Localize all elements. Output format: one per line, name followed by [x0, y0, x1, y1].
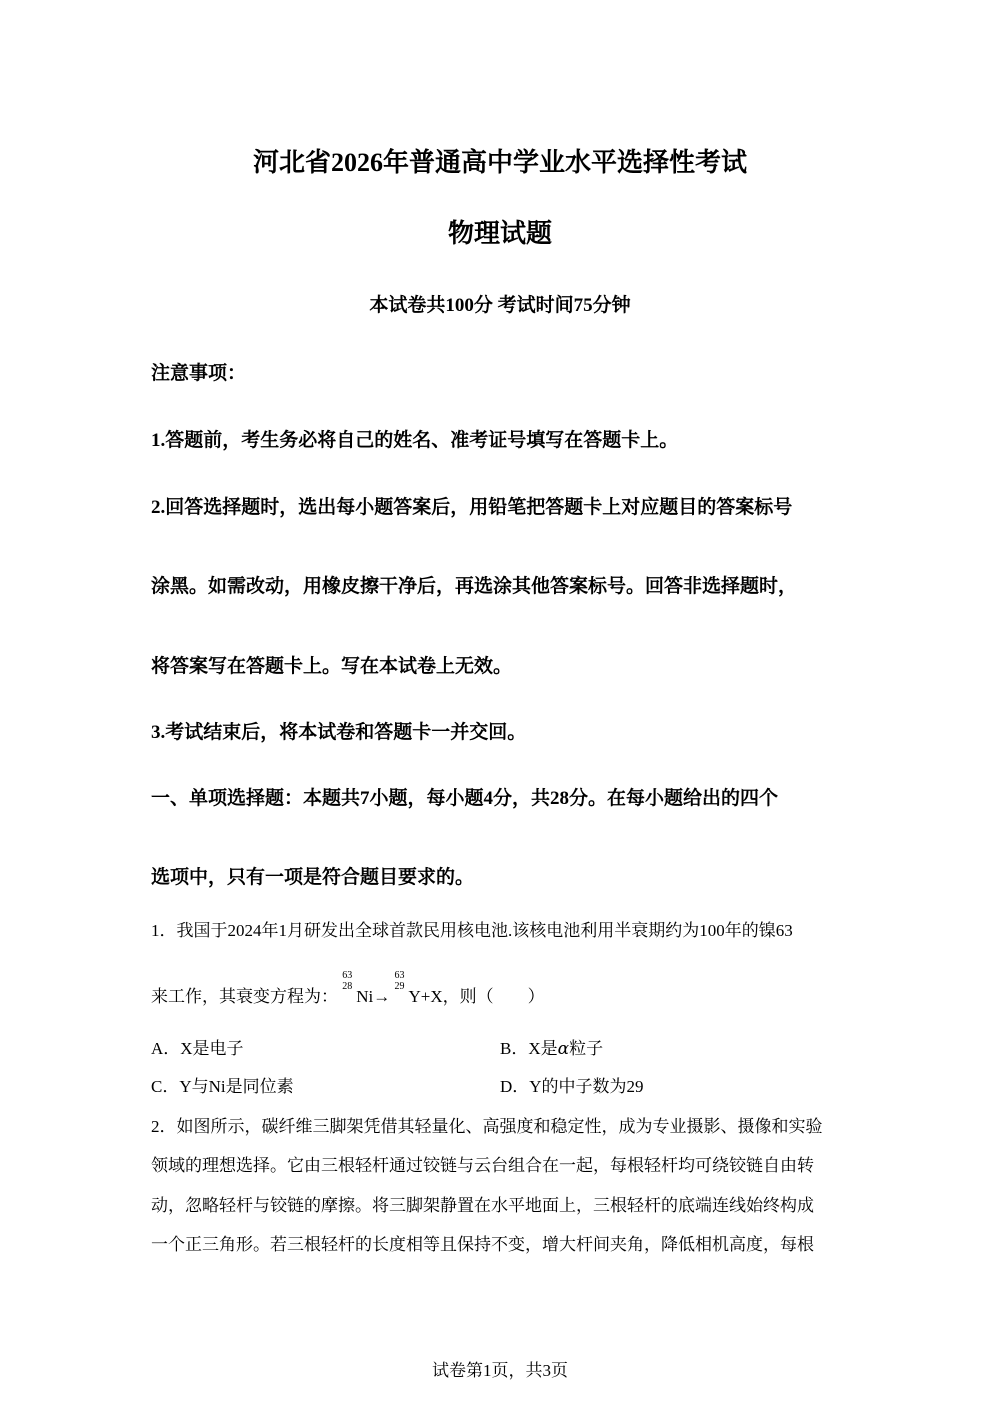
alpha-symbol: α	[557, 1039, 570, 1059]
option-b-prefix: B．X是	[500, 1039, 558, 1058]
question-1-line-1: 1．我国于2024年1月研发出全球首款民用核电池.该核电池利用半衰期约为100年的镍63	[151, 921, 793, 940]
page-footer: 试卷第1页，共3页	[432, 1361, 568, 1380]
notice-heading: 注意事项：	[151, 363, 247, 384]
y-mass-number: 63	[394, 970, 405, 981]
section-1-heading-line-1: 一、单项选择题：本题共7小题，每小题4分，共28分。在每小题给出的四个	[151, 788, 779, 809]
question-2-line-4: 一个正三角形。若三根轻杆的长度相等且保持不变，增大杆间夹角，降低相机高度，每根	[151, 1235, 814, 1254]
exam-title: 河北省2026年普通高中学业水平选择性考试	[252, 148, 747, 177]
question-1-option-a: A．X是电子	[151, 1039, 244, 1058]
notice-item-2-line-3: 将答案写在答题卡上。写在本试卷上无效。	[151, 656, 513, 677]
question-2-line-3: 动，忽略轻杆与铰链的摩擦。将三脚架静置在水平地面上，三根轻杆的底端连线始终构成	[151, 1196, 814, 1215]
question-2-line-2: 领域的理想选择。它由三根轻杆通过铰链与云台组合在一起，每根轻杆均可绕铰链自由转	[151, 1156, 814, 1175]
section-1-heading-line-2: 选项中，只有一项是符合题目要求的。	[151, 867, 475, 888]
nickel-mass-number: 63	[342, 970, 353, 981]
subject-title: 物理试题	[447, 219, 552, 248]
nickel-isotope-notation	[342, 970, 356, 1002]
notice-item-2-line-1: 2.回答选择题时，选出每小题答案后，用铅笔把答题卡上对应题目的答案标号	[151, 497, 793, 518]
notice-item-2-line-2: 涂黑。如需改动，用橡皮擦干净后，再选涂其他答案标号。回答非选择题时，	[151, 576, 798, 597]
notice-item-3: 3.考试结束后，将本试卷和答题卡一并交回。	[151, 722, 527, 743]
y-atomic-number: 29	[394, 981, 405, 992]
y-symbol: Y+X，则（ ）	[408, 987, 545, 1006]
exam-info: 本试卷共100分 考试时间75分钟	[369, 295, 631, 316]
y-isotope-notation	[394, 970, 409, 1002]
question-1-option-d: D．Y的中子数为29	[500, 1077, 644, 1096]
question-1-line-2	[151, 970, 545, 1007]
question-1-option-c: C．Y与Ni是同位素	[151, 1077, 294, 1096]
question-1-line-2-prefix: 来工作，其衰变方程为：	[151, 987, 338, 1006]
notice-item-1: 1.答题前，考生务必将自己的姓名、准考证号填写在答题卡上。	[151, 430, 679, 451]
question-2-line-1: 2．如图所示，碳纤维三脚架凭借其轻量化、高强度和稳定性，成为专业摄影、摄像和实验	[151, 1117, 823, 1136]
nickel-symbol: Ni→	[356, 987, 391, 1006]
nickel-atomic-number: 28	[342, 981, 353, 992]
question-1-option-b	[500, 1034, 603, 1059]
option-b-suffix: 粒子	[569, 1039, 604, 1058]
